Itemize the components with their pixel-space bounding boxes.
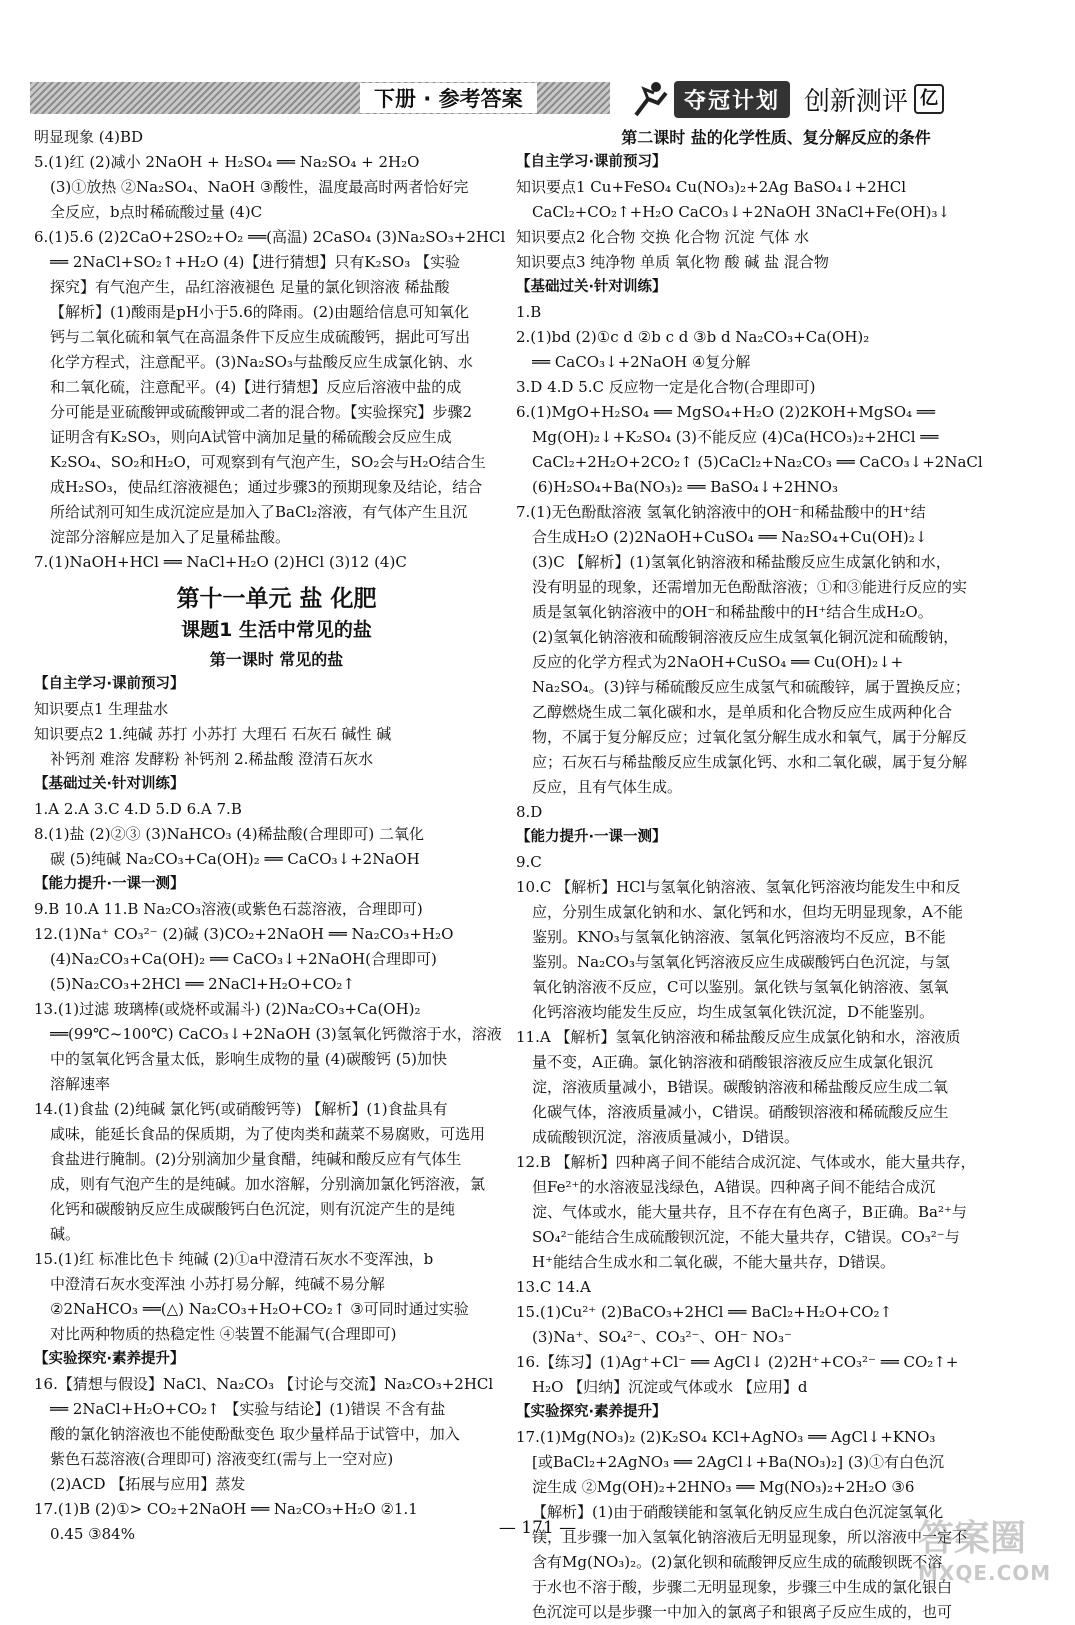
answer-line: 化钙和碳酸钠反应生成碳酸钙白色沉淀，则有沉淀产生的是纯	[50, 1200, 456, 1218]
answer-line: 15.(1)红 标准比色卡 纯碱 (2)①a中澄清石灰水不变浑浊，b	[34, 1250, 434, 1268]
answer-line: ══ CaCO₃↓+2NaOH ④复分解	[532, 353, 751, 371]
unit-title: 第十一单元 盐 化肥	[176, 586, 377, 612]
answer-line: 知识要点1 生理盐水	[34, 700, 169, 718]
answer-line: 11.A 【解析】氢氧化钠溶液和稀盐酸反应生成氯化钠和水，溶液质	[516, 1028, 961, 1046]
answer-line: ══ 2NaCl+H₂O+CO₂↑ 【实验与结论】(1)错误 不含有盐	[50, 1400, 446, 1418]
answer-line: 没有明显的现象，还需增加无色酚酞溶液；①和③能进行反应的实	[532, 578, 968, 596]
period-title-2: 第二课时 盐的化学性质、复分解反应的条件	[621, 128, 931, 147]
answer-line: ══ 2NaCl+SO₂↑+H₂O (4)【进行猜想】只有K₂SO₃ 【实验	[50, 253, 460, 271]
answer-line: 淀部分溶解应是加入了足量稀盐酸。	[50, 528, 291, 546]
answer-line: 溶解速率	[50, 1075, 111, 1093]
answer-line: 【解析】(1)由于硝酸镁能和氢氧化钠反应生成白色沉淀氢氧化	[532, 1503, 944, 1521]
answer-line: 5.(1)红 (2)减小 2NaOH + H₂SO₄ ══ Na₂SO₄ + 2H₂O	[34, 153, 420, 171]
answer-line: 物，不属于复分解反应；过氧化氢分解生成水和氧气，属于分解反	[532, 728, 968, 746]
answer-line: 咸味，能延长食品的保质期，为了使肉类和蔬菜不易腐败，可选用	[50, 1125, 486, 1143]
answer-line: 化钙溶液均能发生反应，均生成氢氧化铁沉淀，D不能鉴别。	[532, 1003, 935, 1021]
answer-line: 成硫酸钡沉淀，溶液质量减小，D错误。	[532, 1128, 800, 1146]
answer-line: (2)ACD 【拓展与应用】蒸发	[50, 1475, 246, 1493]
answer-line: 【解析】(1)酸雨是pH小于5.6的降雨。(2)由题给信息可知氧化	[50, 303, 470, 321]
answer-line: 【实验探究·素养提升】	[516, 1404, 667, 1420]
answer-line: H⁺能结合生成水和二氧化碳，不能大量共存，D错误。	[532, 1253, 896, 1271]
watermark	[918, 1510, 1058, 1590]
answer-line: 鉴别。Na₂CO₃与氢氧化钙溶液反应生成碳酸钙白色沉淀，与氢	[532, 953, 950, 971]
page-header	[30, 78, 1040, 124]
answer-line: (5)Na₂CO₃+2HCl ══ 2NaCl+H₂O+CO₂↑	[50, 975, 355, 993]
answer-line: 全反应，b点时稀硫酸过量 (4)C	[50, 203, 263, 221]
brand-badge: 亿	[914, 84, 944, 114]
answer-line: (2)氢氧化钠溶液和硫酸铜溶液反应生成氢氧化铜沉淀和硫酸钠，	[532, 628, 959, 646]
answer-line: 乙醇燃烧生成二氧化碳和水，是单质和化合物反应生成两种化合	[532, 703, 953, 721]
answer-line: 反应，且有气体生成。	[532, 778, 683, 796]
watermark-url: MXQE.COM	[918, 1561, 1052, 1585]
answer-line: 应，分别生成氯化钠和水、氯化钙和水，但均无明显现象，A不能	[532, 903, 963, 921]
answer-line: 分可能是亚硫酸钾或硫酸钾或二者的混合物。【实验探究】步骤2	[50, 403, 473, 421]
answer-line: 12.(1)Na⁺ CO₃²⁻ (2)碱 (3)CO₂+2NaOH ══ Na₂CO₃+H₂O	[34, 925, 454, 943]
answer-line: 16.【猜想与假设】NaCl、Na₂CO₃ 【讨论与交流】Na₂CO₃+2HCl	[34, 1375, 494, 1393]
answer-line: 6.(1)MgO+H₂SO₄ ══ MgSO₄+H₂O (2)2KOH+MgSO₄ ══	[516, 403, 935, 421]
answer-line: 应；石灰石与稀盐酸反应生成氯化钙、水和二氧化碳，属于复分解	[532, 753, 968, 771]
header-title: 下册 · 参考答案	[360, 83, 537, 113]
answer-line: 色沉淀可以是步骤一中加入的氯离子和银离子反应生成的，也可	[532, 1603, 953, 1621]
answer-line: 但Fe²⁺的水溶液显浅绿色，A错误。四种离子间不能结合成沉	[532, 1178, 936, 1196]
answer-line: 6.(1)5.6 (2)2CaO+2SO₂+O₂ ══(高温) 2CaSO₄ (3)Na₂SO₃+2HCl	[34, 228, 506, 246]
answer-line: 食盐进行腌制。(2)分别滴加少量食醋，纯碱和酸反应有气体生	[50, 1150, 462, 1168]
answer-line: (3)Na⁺、SO₄²⁻、CO₃²⁻、OH⁻ NO₃⁻	[532, 1328, 792, 1346]
answer-line: 淀，溶液质量减小，B错误。碳酸钠溶液和稀盐酸反应生成二氧	[532, 1078, 949, 1096]
answer-line: K₂SO₄、SO₂和H₂O，可观察到有气泡产生，SO₂会与H₂O结合生	[50, 453, 486, 471]
answer-line: 淀、气体或水，能大量共存，且不存在有色离子，B正确。Ba²⁺与	[532, 1203, 967, 1221]
answer-line: 知识要点2 1.纯碱 苏打 小苏打 大理石 石灰石 碱性 碱	[34, 725, 392, 743]
left-answers-part1	[34, 125, 519, 575]
answer-line: (3)①放热 ②Na₂SO₄、NaOH ③酸性，温度最高时两者恰好完	[50, 178, 469, 196]
answer-line: 紫色石蕊溶液(合理即可) 溶液变红(需与上一空对应)	[50, 1450, 394, 1468]
answer-line: Na₂SO₄。(3)锌与稀硫酸反应生成氢气和硫酸锌，属于置换反应；	[532, 678, 970, 696]
answer-line: 碳 (5)纯碱 Na₂CO₃+Ca(OH)₂ ══ CaCO₃↓+2NaOH	[50, 850, 420, 868]
answer-line: 于水也不溶于酸，步骤二无明显现象，步骤三中生成的氯化银白	[532, 1578, 953, 1596]
answer-line: 反应的化学方程式为2NaOH+CuSO₄ ══ Cu(OH)₂↓+	[532, 653, 904, 671]
answer-line: 【能力提升·一课一测】	[34, 876, 185, 892]
answer-line: 10.C 【解析】HCl与氢氧化钠溶液、氢氧化钙溶液均能发生中和反	[516, 878, 961, 896]
answer-line: Mg(OH)₂↓+K₂SO₄ (3)不能反应 (4)Ca(HCO₃)₂+2HCl ══	[532, 428, 939, 446]
answer-line: 17.(1)Mg(NO₃)₂ (2)K₂SO₄ KCl+AgNO₃ ══ AgCl↓+KNO₃	[516, 1428, 936, 1446]
answer-line: 化学方程式，注意配平。(3)Na₂SO₃与盐酸反应生成氯化钠、水	[50, 353, 473, 371]
answer-line: 13.(1)过滤 玻璃棒(或烧杯或漏斗) (2)Na₂CO₃+Ca(OH)₂	[34, 1000, 421, 1018]
answer-line: 证明含有K₂SO₃，则向A试管中滴加足量的稀硫酸会反应生成	[50, 428, 452, 446]
right-answers	[516, 150, 1036, 1625]
brand-subtitle: 创新测评	[804, 86, 909, 117]
answer-line: 所给试剂可知生成沉淀应是加入了BaCl₂溶液，有气体产生且沉	[50, 503, 468, 521]
answer-line: 7.(1)无色酚酞溶液 氢氧化钠溶液中的OH⁻和稀盐酸中的H⁺结	[516, 503, 926, 521]
answer-line: 13.C 14.A	[516, 1278, 591, 1296]
answer-line: 7.(1)NaOH+HCl ══ NaCl+H₂O (2)HCl (3)12 (4)C	[34, 553, 407, 571]
answer-line: 合生成H₂O (2)2NaOH+CuSO₄ ══ Na₂SO₄+Cu(OH)₂↓	[532, 528, 928, 546]
answer-line: 成H₂SO₃，使品红溶液褪色；通过步骤3的预期现象及结论，结合	[50, 478, 483, 496]
answer-line: 补钙剂 难溶 发酵粉 补钙剂 2.稀盐酸 澄清石灰水	[50, 750, 374, 768]
answer-line: 明显现象 (4)BD	[34, 128, 144, 146]
answer-line: SO₄²⁻能结合生成硫酸钡沉淀，不能大量共存，C错误。CO₃²⁻与	[532, 1228, 960, 1246]
answer-line: 【能力提升·一课一测】	[516, 829, 667, 845]
answer-line: ②2NaHCO₃ ══(△) Na₂CO₃+H₂O+CO₂↑ ③可同时通过实验	[50, 1300, 469, 1318]
answer-line: ══(99℃~100℃) CaCO₃↓+2NaOH (3)氢氧化钙微溶于水，溶液	[50, 1025, 502, 1043]
answer-line: 钙与二氧化硫和氧气在高温条件下反应生成硫酸钙，据此可写出	[50, 328, 471, 346]
left-column	[34, 125, 519, 1547]
answer-line: 酸的氯化钠溶液也不能使酚酞变色 取少量样品于试管中，加入	[50, 1425, 460, 1443]
answer-line: 0.45 ③84%	[50, 1525, 135, 1543]
answer-line: (3)C 【解析】(1)氢氧化钠溶液和稀盐酸反应生成氯化钠和水，	[532, 553, 951, 571]
answer-line: 8.(1)盐 (2)②③ (3)NaHCO₃ (4)稀盐酸(合理即可) 二氧化	[34, 825, 425, 843]
answer-line: 对比两种物质的热稳定性 ④装置不能漏气(合理即可)	[50, 1325, 397, 1343]
answer-line: 碱。	[50, 1225, 81, 1243]
runner-icon	[630, 79, 670, 119]
answer-line: 鉴别。KNO₃与氢氧化钠溶液、氢氧化钙溶液均不反应，B不能	[532, 928, 946, 946]
period-title-1: 第一课时 常见的盐	[209, 650, 344, 669]
answer-line: H₂O 【归纳】沉淀或气体或水 【应用】d	[532, 1378, 808, 1396]
answer-line: 氧化钠溶液不反应，C可以鉴别。氯化铁与氢氧化钠溶液、氢氧	[532, 978, 949, 996]
answer-line: 和二氧化硫，注意配平。(4)【进行猜想】反应后溶液中盐的成	[50, 378, 462, 396]
answer-line: 知识要点2 化合物 交换 化合物 沉淀 气体 水	[516, 228, 810, 246]
answer-line: 成，则有气泡产生的是纯碱。加水溶解，分别滴加氯化钙溶液，氯	[50, 1175, 486, 1193]
answer-line: 知识要点3 纯净物 单质 氧化物 酸 碱 盐 混合物	[516, 253, 829, 271]
answer-line: 14.(1)食盐 (2)纯碱 氯化钙(或硝酸钙等) 【解析】(1)食盐具有	[34, 1100, 448, 1118]
answer-line: 3.D 4.D 5.C 反应物一定是化合物(合理即可)	[516, 378, 816, 396]
answer-line: 化碳气体，溶液质量减小，C错误。硝酸钡溶液和稀硫酸反应生	[532, 1103, 949, 1121]
answer-line: 中澄清石灰水变浑浊 小苏打易分解，纯碱不易分解	[50, 1275, 385, 1293]
brand-name: 夺冠计划	[674, 81, 790, 118]
answer-line: 1.A 2.A 3.C 4.D 5.D 6.A 7.B	[34, 800, 242, 818]
answer-line: 质是氢氧化钠溶液中的OH⁻和稀盐酸中的H⁺结合生成H₂O。	[532, 603, 933, 621]
answer-line: 16.【练习】(1)Ag⁺+Cl⁻ ══ AgCl↓ (2)2H⁺+CO₃²⁻ ══ CO₂↑+	[516, 1353, 959, 1371]
answer-line: 9.B 10.A 11.B Na₂CO₃溶液(或紫色石蕊溶液，合理即可)	[34, 900, 423, 918]
answer-line: 中的氢氧化钙含量太低，影响生成物的量 (4)碳酸钙 (5)加快	[50, 1050, 448, 1068]
answer-line: CaCl₂+2H₂O+2CO₂↑ (5)CaCl₂+Na₂CO₃ ══ CaCO₃↓+2NaCl	[532, 453, 983, 471]
answer-line: 9.C	[516, 853, 542, 871]
answer-line: 2.(1)bd (2)①c d ②b c d ③b d Na₂CO₃+Ca(OH)₂	[516, 328, 870, 346]
answer-line: 【基础过关·针对训练】	[516, 279, 667, 295]
answer-line: (4)Na₂CO₃+Ca(OH)₂ ══ CaCO₃↓+2NaOH(合理即可)	[50, 950, 437, 968]
answer-line: 12.B 【解析】四种离子间不能结合成沉淀、气体或水，能大量共存，	[516, 1153, 976, 1171]
answer-line: 知识要点1 Cu+FeSO₄ Cu(NO₃)₂+2Ag BaSO₄↓+2HCl	[516, 178, 907, 196]
brand-logo	[630, 78, 1050, 120]
answer-line: 【基础过关·针对训练】	[34, 776, 185, 792]
answer-line: 15.(1)Cu²⁺ (2)BaCO₃+2HCl ══ BaCl₂+H₂O+CO₂↑	[516, 1303, 893, 1321]
answer-line: 【自主学习·课前预习】	[34, 676, 185, 692]
answer-line: 镁，且步骤一加入氢氧化钠溶液后无明显现象，所以溶液中一定不	[532, 1528, 968, 1546]
answer-line: [或BaCl₂+2AgNO₃ ══ 2AgCl↓+Ba(NO₃)₂] (3)①有白色沉	[532, 1453, 945, 1471]
answer-line: CaCl₂+CO₂↑+H₂O CaCO₃↓+2NaOH 3NaCl+Fe(OH)₃↓	[532, 203, 951, 221]
lesson-title: 课题1 生活中常见的盐	[181, 619, 372, 641]
answer-line: 1.B	[516, 303, 542, 321]
answer-line: 【实验探究·素养提升】	[34, 1351, 185, 1367]
answer-line: 淀生成 ②Mg(OH)₂+2HNO₃ ══ Mg(NO₃)₂+2H₂O ③6	[532, 1478, 915, 1496]
answer-line: 含有Mg(NO₃)₂。(2)氯化钡和硫酸钾反应生成的硫酸钡既不溶	[532, 1553, 943, 1571]
answer-line: 【自主学习·课前预习】	[516, 154, 667, 170]
left-answers-part2	[34, 672, 519, 1547]
answer-line: 量不变，A正确。氯化钠溶液和硝酸银溶液反应生成氯化银沉	[532, 1053, 933, 1071]
right-column	[516, 125, 1036, 1625]
answer-line: 探究】有气泡产生，品红溶液褪色 足量的氯化钡溶液 稀盐酸	[50, 278, 450, 296]
page-number: — 171 —	[498, 1518, 577, 1538]
answer-line: 17.(1)B (2)①> CO₂+2NaOH ══ Na₂CO₃+H₂O ②1.1	[34, 1500, 418, 1518]
watermark-logo: 答案圈	[918, 1518, 1027, 1559]
answer-line: (6)H₂SO₄+Ba(NO₃)₂ ══ BaSO₄↓+2HNO₃	[532, 478, 838, 496]
answer-line: 8.D	[516, 803, 543, 821]
